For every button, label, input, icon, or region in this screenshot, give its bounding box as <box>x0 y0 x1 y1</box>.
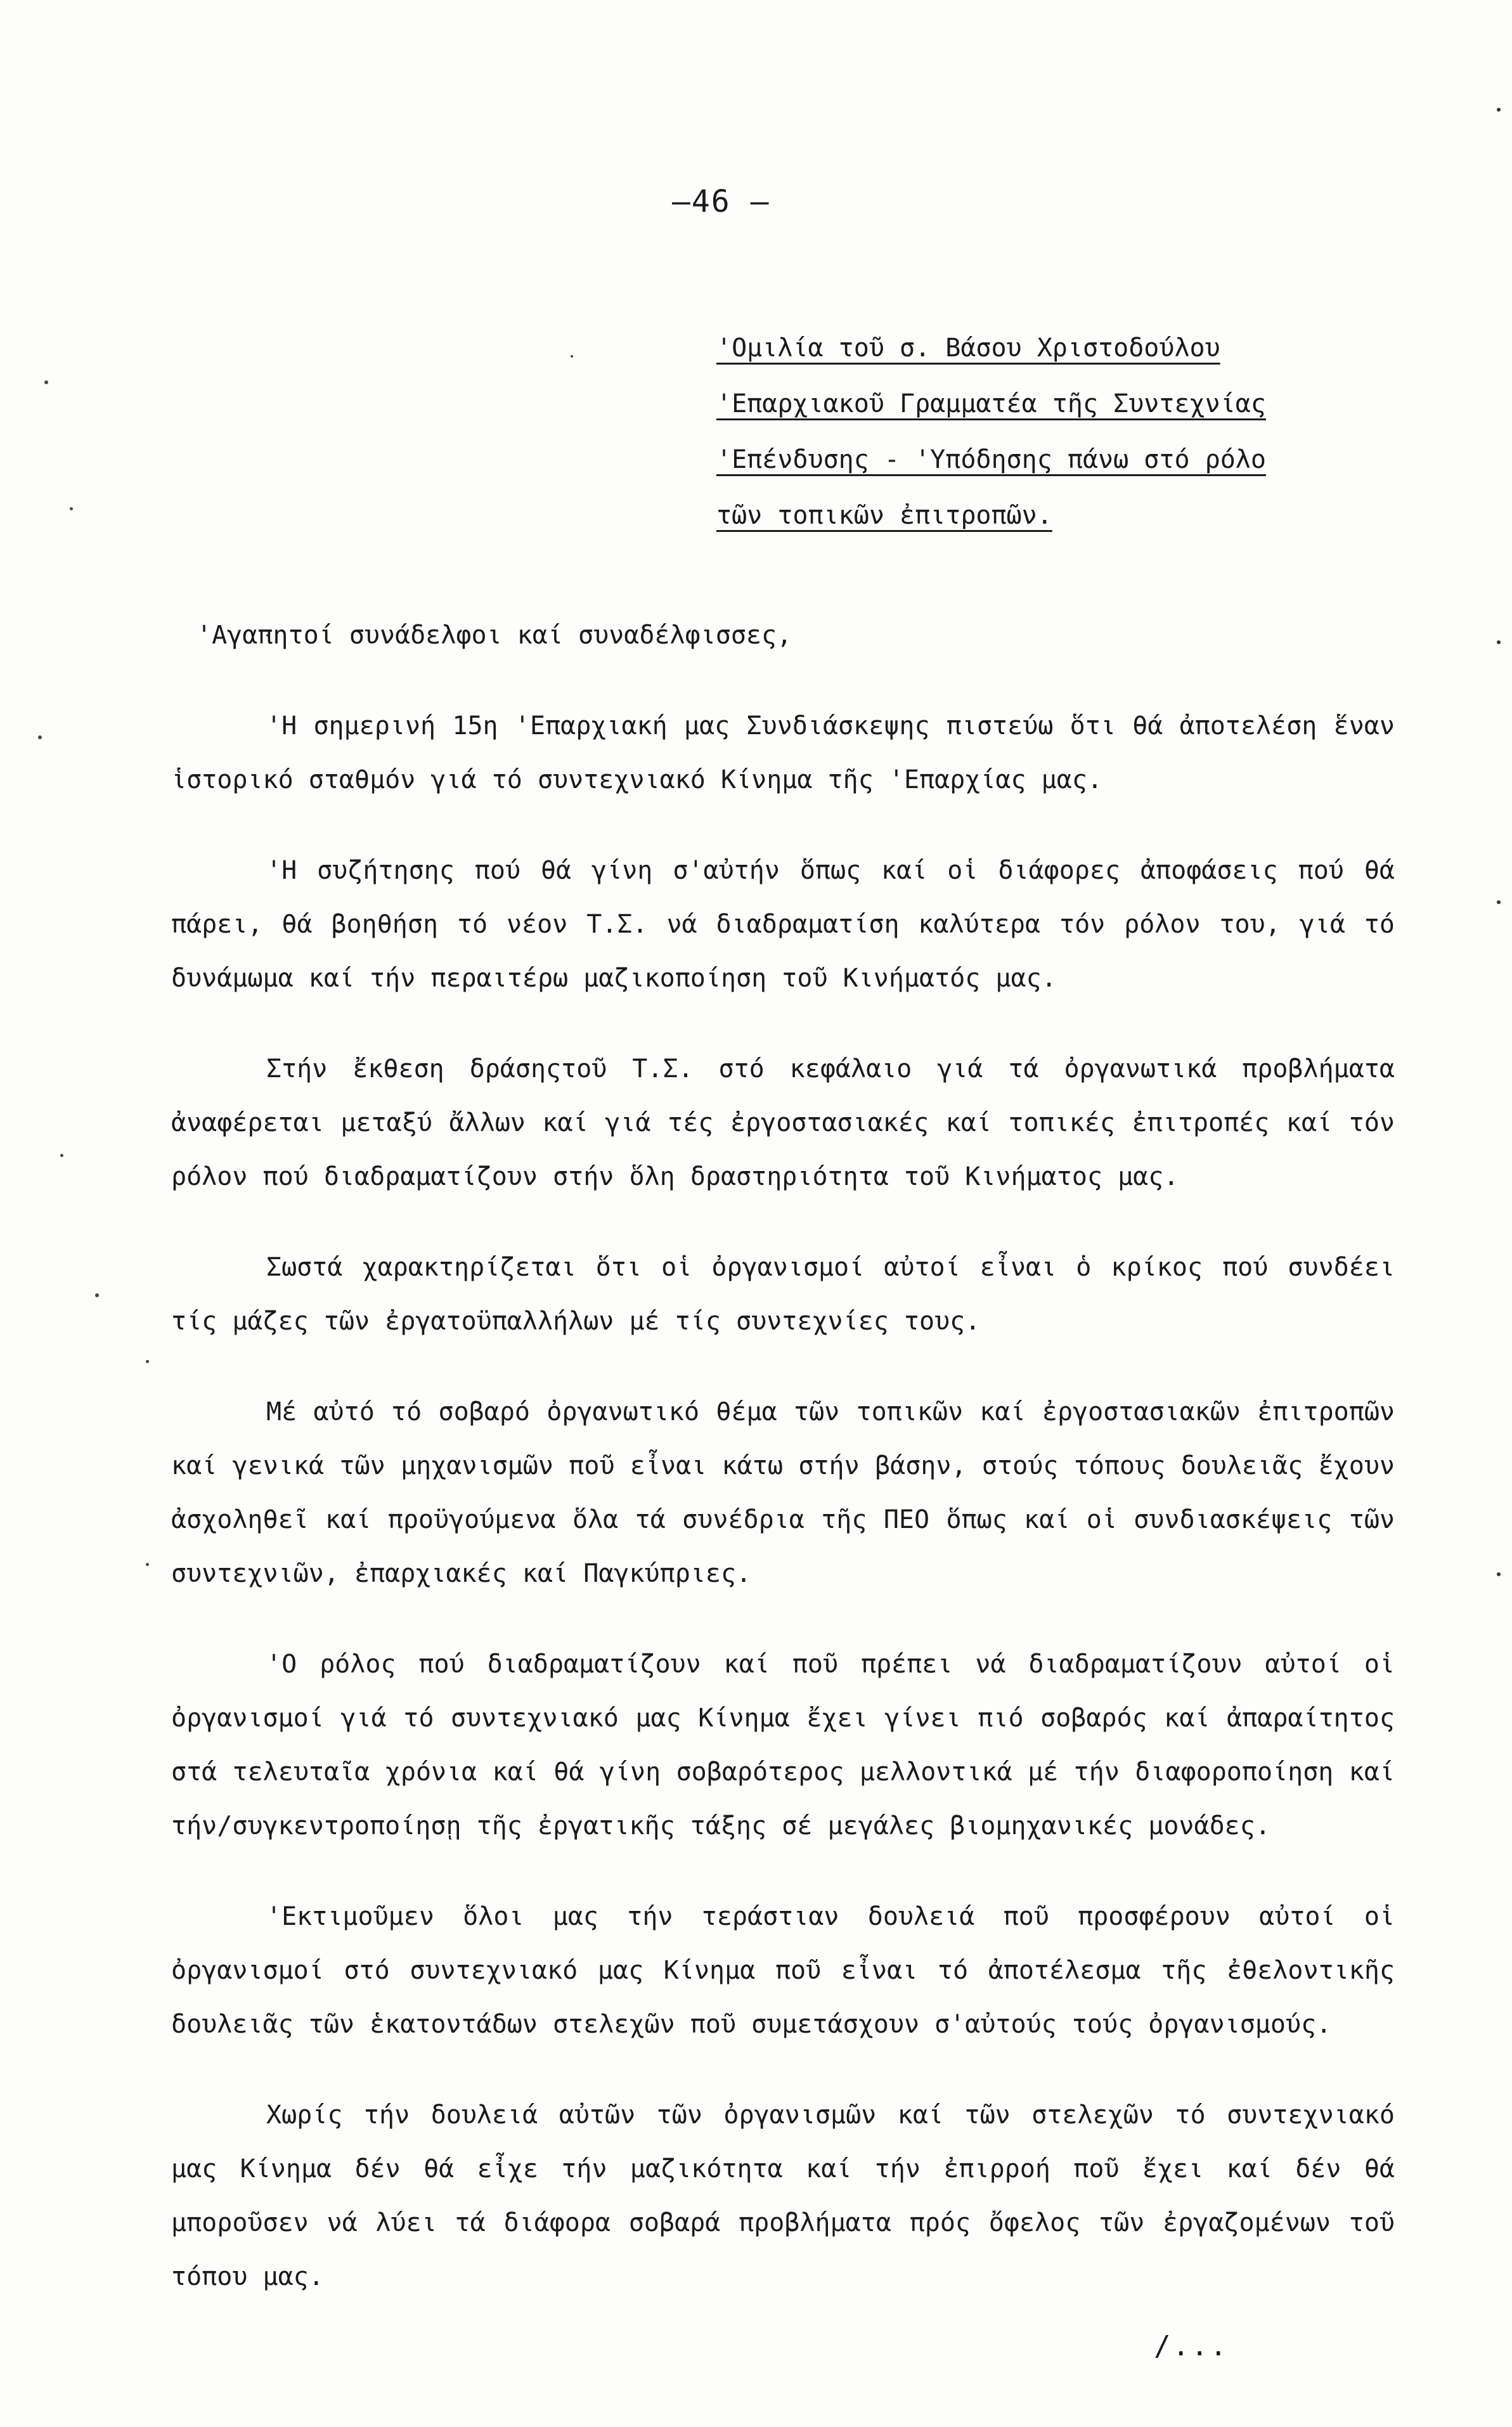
continuation-mark: /... <box>1154 2330 1229 2362</box>
paragraph: Στήν ἔκθεση δράσηςτοῦ Τ.Σ. στό κεφάλαιο γιά τά ὀργανωτικά προβλήματα ἀναφέρεται μεταξύ ἄλλων καί γιά τές ἐργοστασιακές καί τοπικές ἐπιτροπές καί τόν ρόλον πού διαδραματίζουν στήν ὅλη δραστηριότητα τοῦ Κινήματος μας. <box>171 1054 1395 1191</box>
scan-speck <box>95 1293 99 1297</box>
scan-speck <box>44 380 48 384</box>
paragraph: Σωστά χαρακτηρίζεται ὅτι οἱ ὀργανισμοί αὐτοί εἶναι ὁ κρίκος πού συνδέει τίς μάζες τῶν ἐργατοϋπαλλήλων μέ τίς συντεχνίες τους. <box>171 1253 1395 1336</box>
heading-line: 'Επαρχιακοῦ Γραμματέα τῆς Συντεχνίας <box>716 389 1266 418</box>
scan-speck <box>146 1563 149 1566</box>
scan-speck <box>146 1360 149 1363</box>
scan-speck <box>70 507 73 510</box>
page-number: —46 — <box>672 184 770 219</box>
heading-line: 'Ομιλία τοῦ σ. Βάσου Χριστοδούλου <box>716 333 1220 363</box>
scan-edge-mark <box>1497 900 1501 904</box>
paragraph: 'Η σημερινή 15η 'Επαρχιακή μας Συνδιάσκεψης πιστεύω ὅτι θά ἀποτελέση ἕναν ἱστορικό σταθμόν γιά τό συντεχνιακό Κίνημα τῆς 'Επαρχίας μας. <box>171 711 1395 794</box>
salutation: 'Αγαπητοί συνάδελφοι καί συναδέλφισσες, <box>197 621 792 650</box>
heading-line: 'Επένδυσης - 'Υπόδησης πάνω στό ρόλο <box>716 445 1266 474</box>
scan-speck <box>60 1154 63 1157</box>
scan-edge-mark <box>1497 108 1501 112</box>
scan-edge-mark <box>1497 640 1501 644</box>
scan-speck <box>571 355 573 358</box>
speech-body <box>171 609 1395 2341</box>
paragraph: 'Ο ρόλος πού διαδραματίζουν καί ποῦ πρέπει νά διαδραματίζουν αὐτοί οἱ ὀργανισμοί γιά τό συντεχνιακό μας Κίνημα ἔχει γίνει πιό σοβαρός καί ἀπαραίτητος στά τελευταῖα χρόνια καί θά γίνη σοβαρότερος μελλοντικά μέ τήν διαφοροποίηση καί τήν/συγκεντροποίησῃ τῆς ἐργατικῆς τάξης σέ μεγάλες βιομηχανικές μονάδες. <box>171 1650 1395 1841</box>
scan-edge-mark <box>1497 1572 1501 1576</box>
scan-speck <box>38 735 42 739</box>
paragraph: 'Η συζήτησης πού θά γίνη σ'αὐτήν ὅπως καί οἱ διάφορες ἀποφάσεις πού θά πάρει, θά βοηθήση τό νέον Τ.Σ. νά διαδραματίση καλύτερα τόν ρόλον του, γιά τό δυνάμωμα καί τήν περαιτέρω μαζικοποίηση τοῦ Κινήματός μας. <box>171 856 1395 993</box>
paragraph: 'Εκτιμοῦμεν ὅλοι μας τήν τεράστιαν δουλειά ποῦ προσφέρουν αὐτοί οἱ ὀργανισμοί στό συντεχνιακό μας Κίνημα ποῦ εἶναι τό ἀποτέλεσμα τῆς ἐθελοντικῆς δουλειᾶς τῶν ἑκατοντάδων στελεχῶν ποῦ συμετάσχουν σ'αὐτούς τούς ὀργανισμούς. <box>171 1902 1395 2039</box>
paragraph: Μέ αὐτό τό σοβαρό ὀργανωτικό θέμα τῶν τοπικῶν καί ἐργοστασιακῶν ἐπιτροπῶν καί γενικά τῶν μηχανισμῶν ποῦ εἶναι κάτω στήν βάσην, στούς τόπους δουλειᾶς ἔχουν ἀσχοληθεῖ καί προϋγούμενα ὅλα τά συνέδρια τῆς ΠΕΟ ὅπως καί οἱ συνδιασκέψεις τῶν συντεχνιῶν, ἐπαρχιακές καί Παγκύπριες. <box>171 1397 1395 1588</box>
paragraph: Χωρίς τήν δουλειά αὐτῶν τῶν ὀργανισμῶν καί τῶν στελεχῶν τό συντεχνιακό μας Κίνημα δέν θά εἶχε τήν μαζικότητα καί τήν ἐπιρροή ποῦ ἔχει καί δέν θά μποροῦσεν νά λύει τά διάφορα σοβαρά προβλήματα πρός ὄφελος τῶν ἐργαζομένων τοῦ τόπου μας. <box>171 2100 1395 2291</box>
speech-heading <box>716 320 1306 543</box>
heading-line: τῶν τοπικῶν ἐπιτροπῶν. <box>716 501 1052 530</box>
